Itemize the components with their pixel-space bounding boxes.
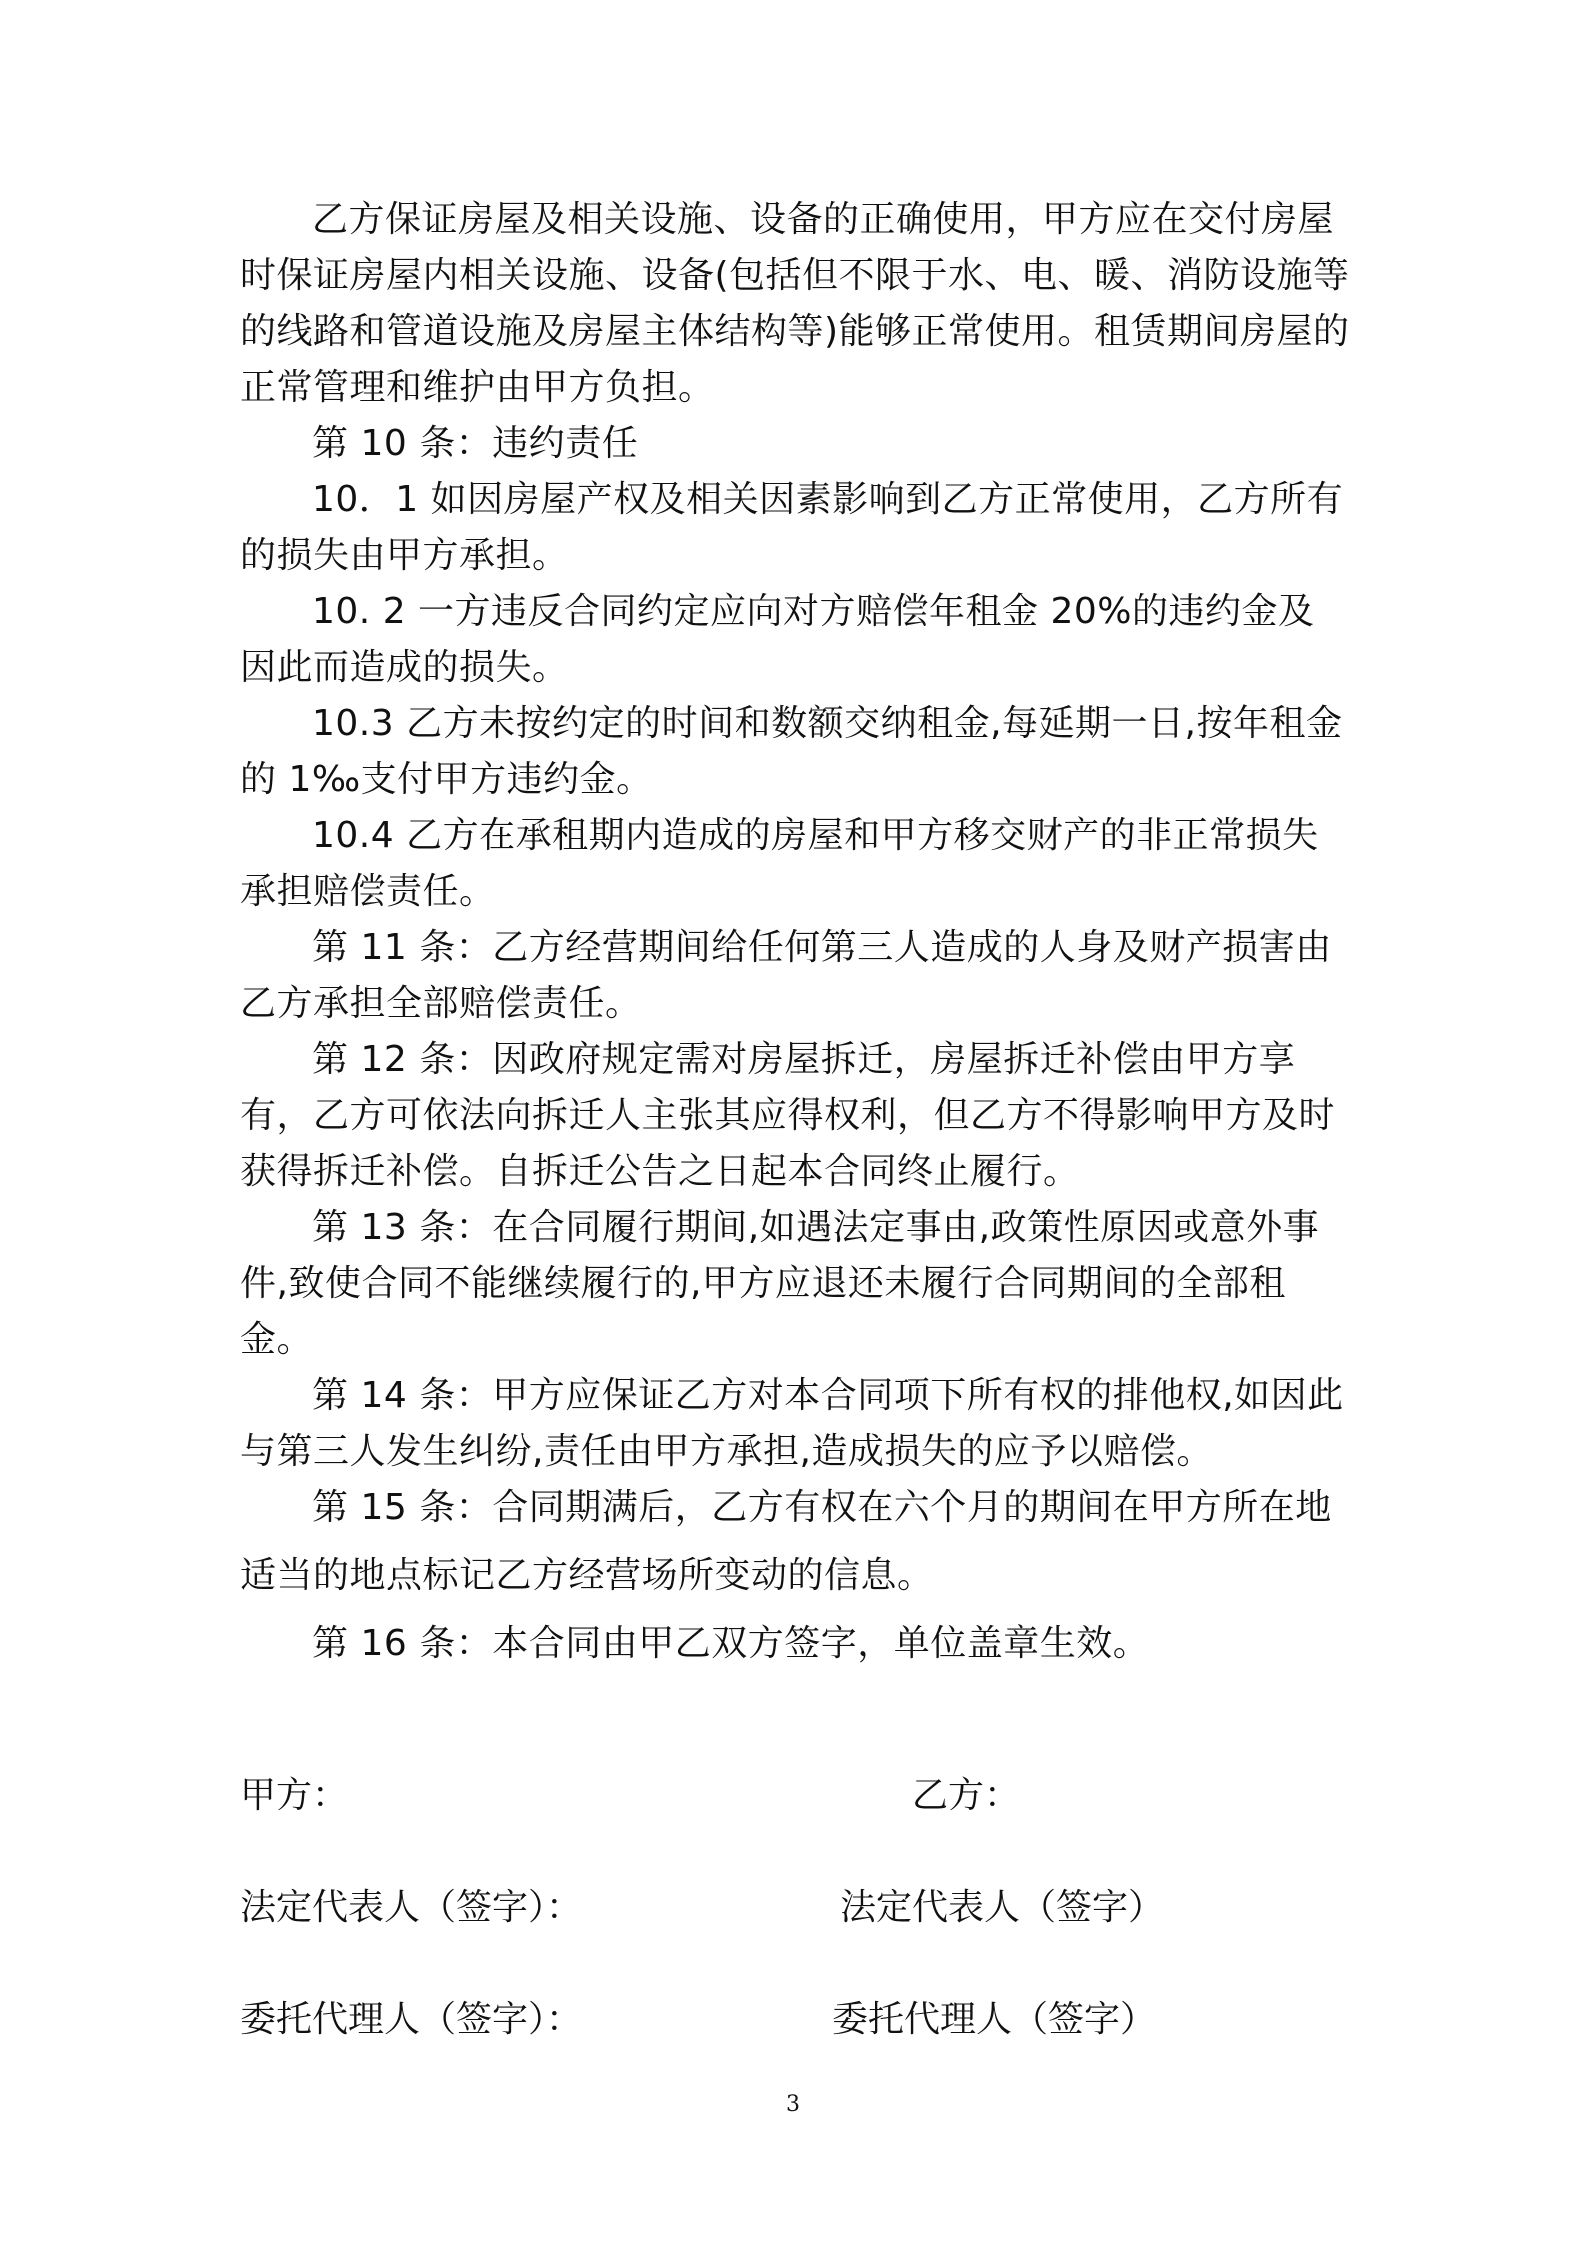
article-14: 第 14 条：甲方应保证乙方对本合同项下所有权的排他权,如因此与第三人发生纠纷,责任由甲方承担,造成损失的应予以赔偿。 [240,1375,1344,1472]
paragraph-maintenance: 乙方保证房屋及相关设施、设备的正确使用，甲方应在交付房屋时保证房屋内相关设施、设备(包括但不限于水、电、暖、消防设施等的线路和管道设施及房屋主体结构等)能够正常使用。租赁期间房屋的正常管理和维护由甲方负担。 [240,199,1350,408]
signature-row-agent [240,1992,1350,2048]
agent-a-label: 委托代理人（签字）： [240,1999,583,2040]
party-b-label: 乙方： [912,1775,1021,1816]
signature-row-legal-rep [240,1880,1350,1936]
article-15-line-1: 第 15 条：合同期满后，乙方有权在六个月的期间在甲方所在地 [312,1487,1332,1528]
legal-rep-b-label: 法定代表人（签字） [840,1887,1165,1928]
contract-body [240,192,1350,1672]
article-11: 第 11 条：乙方经营期间给任何第三人造成的人身及财产损害由乙方承担全部赔偿责任。 [240,927,1332,1024]
page-number: 3 [786,2092,800,2117]
agent-b-label: 委托代理人（签字） [832,1999,1157,2040]
clause-10-3: 10.3 乙方未按约定的时间和数额交纳租金,每延期一日,按年租金的 1‰支付甲方违约金。 [240,703,1343,800]
party-a-label: 甲方： [240,1775,349,1816]
article-15-line-2: 适当的地点标记乙方经营场所变动的信息。 [240,1555,934,1596]
article-13: 第 13 条：在合同履行期间,如遇法定事由,政策性原因或意外事件,致使合同不能继续履行的,甲方应退还未履行合同期间的全部租金。 [240,1207,1320,1360]
article-12: 第 12 条：因政府规定需对房屋拆迁，房屋拆迁补偿由甲方享有，乙方可依法向拆迁人主张其应得权利，但乙方不得影响甲方及时获得拆迁补偿。自拆迁公告之日起本合同终止履行。 [240,1039,1336,1192]
legal-rep-a-label: 法定代表人（签字）： [240,1887,583,1928]
clause-10-1: 10．1 如因房屋产权及相关因素影响到乙方正常使用，乙方所有的损失由甲方承担。 [240,479,1344,576]
article-16: 第 16 条：本合同由甲乙双方签字，单位盖章生效。 [312,1623,1150,1664]
clause-10-2: 10. 2 一方违反合同约定应向对方赔偿年租金 20%的违约金及因此而造成的损失。 [240,591,1315,688]
article-10-heading: 第 10 条：违约责任 [312,423,639,464]
signature-row-party [240,1768,1350,1824]
clause-10-4: 10.4 乙方在承租期内造成的房屋和甲方移交财产的非正常损失承担赔偿责任。 [240,815,1319,912]
